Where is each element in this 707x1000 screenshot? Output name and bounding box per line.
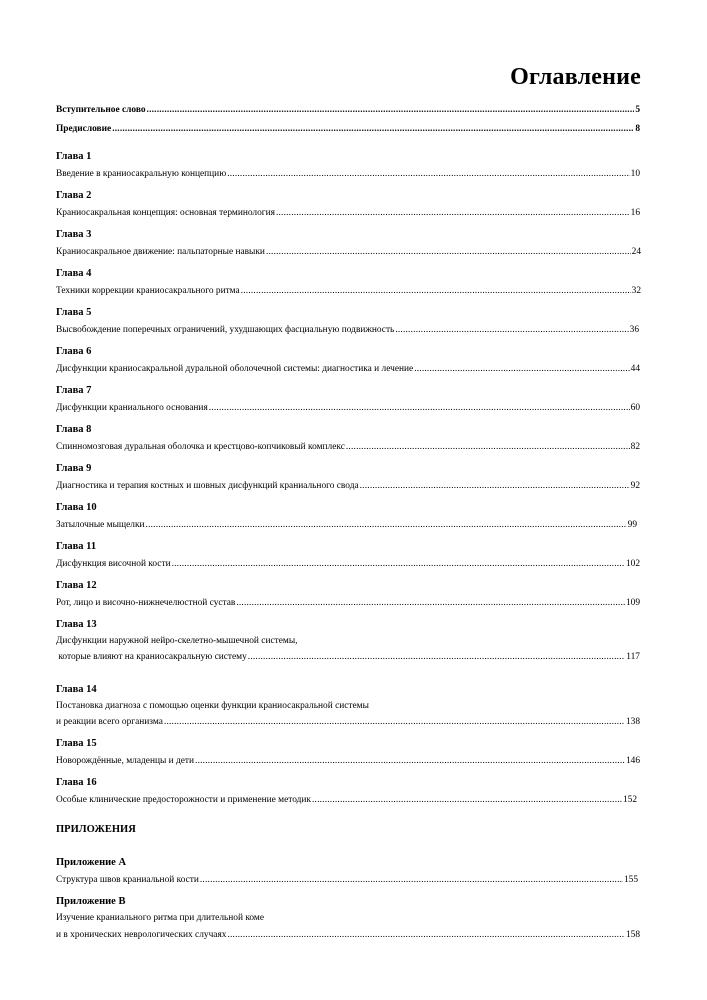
chapter-heading: Глава 9 [56,463,92,474]
toc-page-number: 155 [623,875,638,885]
toc-entry-label: Техники коррекции краниосакрального ритма [56,286,240,296]
toc-entry-chapter-10[interactable] [56,519,637,531]
chapter-heading: Глава 12 [56,580,97,591]
toc-page-number: 36 [629,325,639,335]
toc-entry-chapter-16[interactable] [56,794,637,806]
toc-entry-label: Постановка диагноза с помощью оценки функции краниосакральной системы [56,701,369,711]
toc-page-number: 92 [630,481,640,491]
toc-entry-chapter-9[interactable] [56,480,640,492]
toc-entry-label: Дисфункции наружной нейро-скелетно-мышечной системы, [56,636,298,646]
chapter-heading: Глава 6 [56,346,92,357]
toc-entry-label: и в хронических неврологических случаях [56,930,227,940]
page-title: Оглавление [510,64,641,90]
dot-leader [346,441,630,453]
toc-entry-label: Структура швов краниальной кости [56,875,199,885]
toc-entry-chapter-2[interactable] [56,207,640,219]
toc-entry-appendix-b[interactable] [56,929,640,941]
toc-entry-label: Дисфункция височной кости [56,559,171,569]
chapter-heading: Глава 7 [56,385,92,396]
toc-entry-chapter-12[interactable] [56,597,640,609]
toc-page-number: 32 [631,286,641,296]
chapter-heading: Глава 11 [56,541,97,552]
dot-leader [195,755,625,767]
toc-entry-chapter-11[interactable] [56,558,640,570]
dot-leader [266,246,631,258]
toc-entry-preface[interactable] [56,123,640,135]
toc-entry-label: Рот, лицо и височно-нижнечелюстной сустав [56,598,236,608]
toc-page-number: 24 [631,247,641,257]
toc-page-number: 8 [635,124,640,134]
toc-entry-label: Диагностика и терапия костных и шовных дисфункций краниального свода [56,481,359,491]
toc-entry-label: Введение в краниосакральную концепцию [56,169,227,179]
toc-page-number: 158 [625,930,640,940]
dot-leader [276,207,630,219]
dot-leader [227,168,629,180]
toc-page-number: 16 [630,208,640,218]
toc-entry-label: Высвобождение поперечных ограничений, ухудшающих фасциальную подвижность [56,325,395,335]
appendix-heading: Приложение А [56,857,127,868]
toc-entry-appendix-a[interactable] [56,874,638,886]
chapter-heading: Глава 2 [56,190,92,201]
dot-leader [164,716,625,728]
toc-page-number: 138 [625,717,640,727]
toc-entry-label: которые влияют на краниосакральную систему [56,652,247,662]
toc-entry-label: Особые клинические предосторожности и применение методик [56,795,311,805]
toc-page-number: 44 [630,364,640,374]
appendix-heading: Приложение В [56,896,126,907]
chapter-heading: Глава 10 [56,502,97,513]
toc-entry-label: и реакции всего организма [56,717,163,727]
chapter-heading: Глава 4 [56,268,92,279]
chapter-heading: Глава 1 [56,151,92,162]
toc-entry-label: Краниосакральная концепция: основная терминология [56,208,275,218]
toc-entry-label: Дисфункции краниосакральной дуральной оболочечной системы: диагностика и лечение [56,364,414,374]
toc-entry-label: Вступительное слово [56,105,146,115]
toc-entry-intro[interactable] [56,104,640,116]
toc-entry-label: Краниосакральное движение: пальпаторные навыки [56,247,265,257]
dot-leader [200,874,623,886]
dot-leader [227,929,624,941]
chapter-heading: Глава 8 [56,424,92,435]
chapter-heading: Глава 3 [56,229,92,240]
toc-entry-label: Спинномозговая дуральная оболочка и крестцово-копчиковый комплекс [56,442,345,452]
toc-entry-label: Новорождённые, младенцы и дети [56,756,195,766]
dot-leader [414,363,629,375]
chapter-heading: Глава 13 [56,619,97,630]
toc-entry-chapter-3[interactable] [56,246,641,258]
toc-page-number: 117 [626,652,640,662]
chapter-heading: Глава 5 [56,307,92,318]
dot-leader [241,285,631,297]
dot-leader [248,651,625,663]
toc-entry-chapter-1[interactable] [56,168,640,180]
toc-page-number: 146 [625,756,640,766]
appendices-heading: ПРИЛОЖЕНИЯ [56,824,136,835]
toc-entry-chapter-6[interactable] [56,363,640,375]
dot-leader [172,558,625,570]
toc-page-number: 60 [630,403,640,413]
chapter-heading: Глава 15 [56,738,97,749]
dot-leader [360,480,630,492]
toc-entry-chapter-15[interactable] [56,755,640,767]
toc-entry-chapter-4[interactable] [56,285,641,297]
dot-leader [147,104,635,116]
toc-entry-label: Затылочные мыщелки [56,520,145,530]
toc-entry-label: Изучение краниального ритма при длительной коме [56,913,265,923]
dot-leader [236,597,625,609]
dot-leader [146,519,627,531]
dot-leader [395,324,628,336]
toc-page-number: 102 [625,559,640,569]
chapter-heading: Глава 16 [56,777,97,788]
dot-leader [112,123,634,135]
dot-leader [312,794,622,806]
toc-page-number: 99 [627,520,637,530]
toc-entry-chapter-14[interactable] [56,716,640,728]
toc-entry-chapter-7[interactable] [56,402,640,414]
toc-entry-label: Предисловие [56,124,112,134]
toc-page-number: 82 [630,442,640,452]
toc-page-number: 109 [625,598,640,608]
toc-entry-label: Дисфункции краниального основания [56,403,208,413]
toc-entry-chapter-8[interactable] [56,441,640,453]
toc-entry-chapter-5[interactable] [56,324,639,336]
toc-page-number: 5 [635,105,640,115]
dot-leader [209,402,630,414]
chapter-heading: Глава 14 [56,684,97,695]
toc-page-number: 10 [630,169,640,179]
toc-page-number: 152 [622,795,637,805]
toc-entry-chapter-13[interactable] [56,651,640,663]
